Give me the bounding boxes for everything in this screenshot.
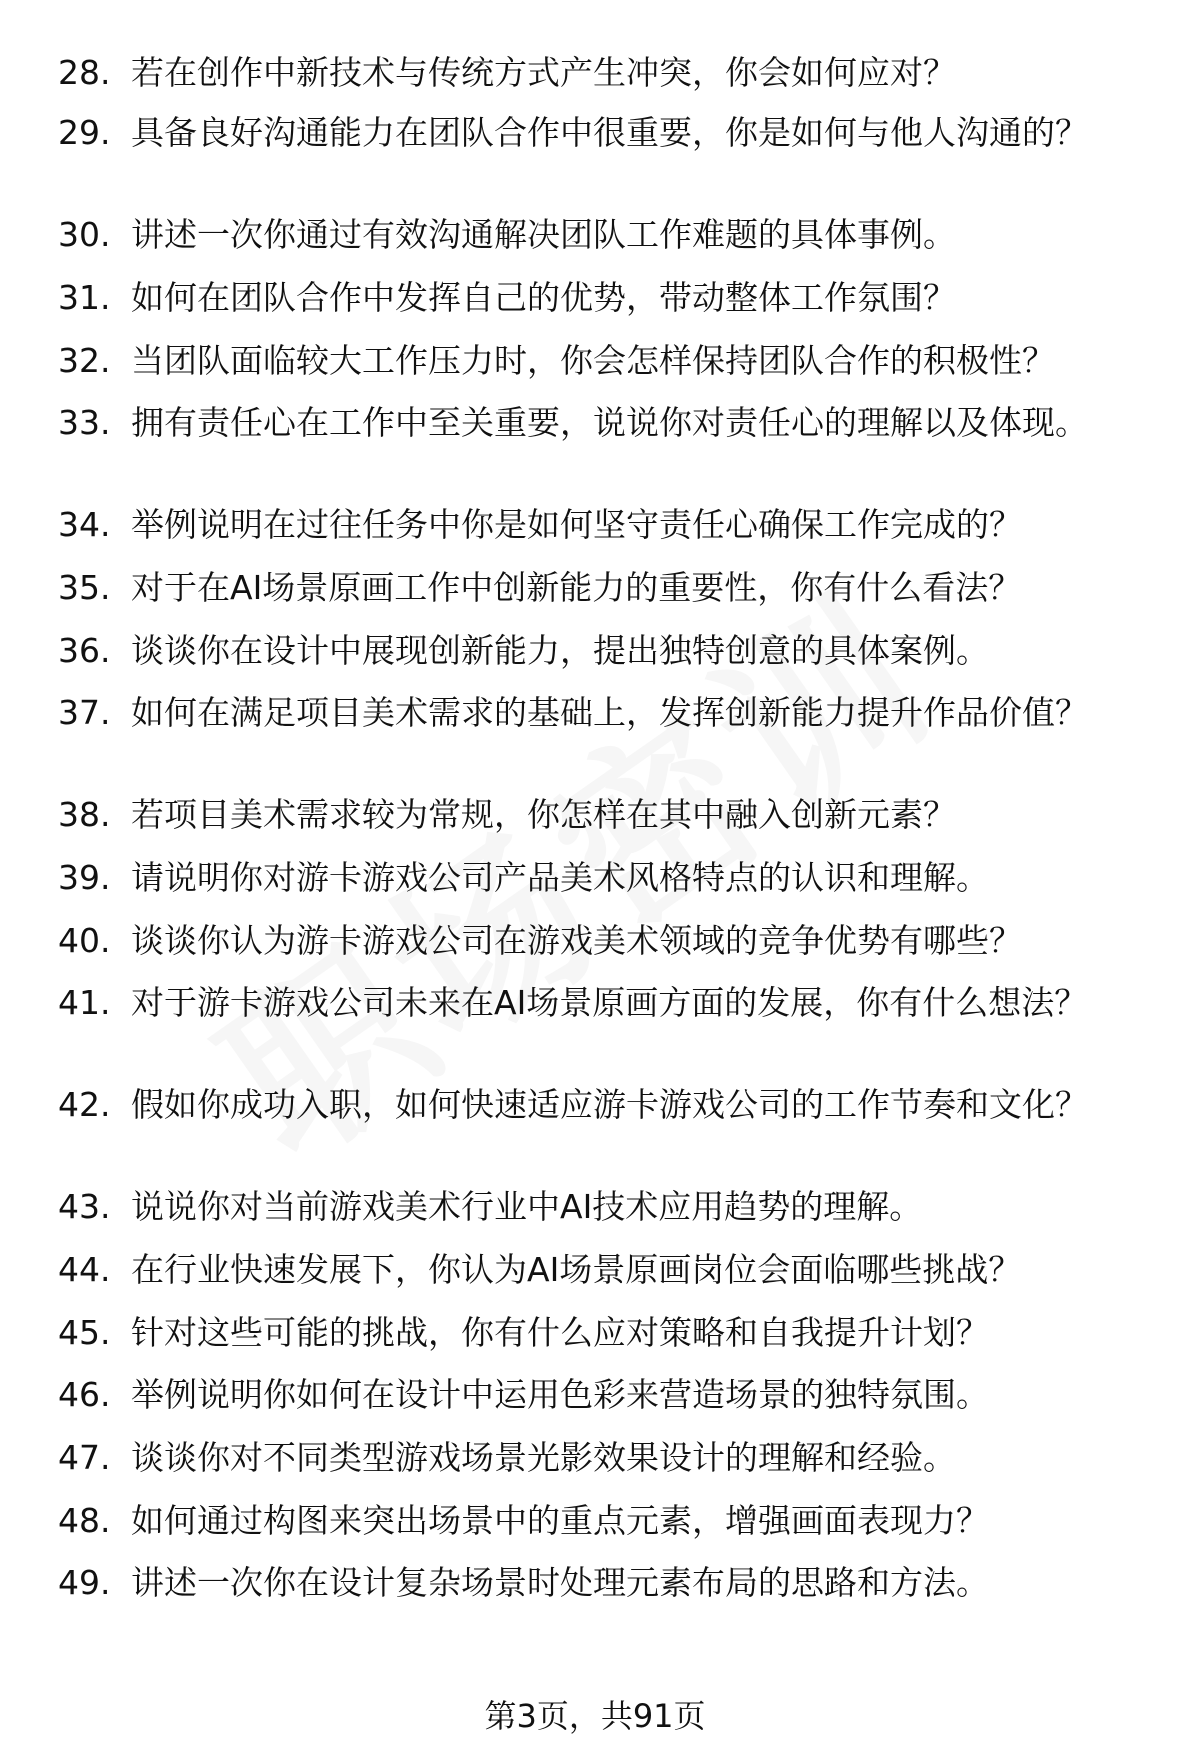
question-text: 举例说明在过往任务中你是如何坚守责任心确保工作完成的？ <box>131 505 1022 544</box>
question-text: 如何在团队合作中发挥自己的优势，带动整体工作氛围？ <box>131 278 956 317</box>
question-text: 拥有责任心在工作中至关重要，说说你对责任心的理解以及体现。 <box>131 403 1088 442</box>
question-number: 46. <box>58 1375 111 1414</box>
question-text: 对于在AI场景原画工作中创新能力的重要性，你有什么看法？ <box>131 568 1022 607</box>
question-number: 29. <box>58 113 111 152</box>
question-text: 对于游卡游戏公司未来在AI场景原画方面的发展，你有什么想法？ <box>131 983 1088 1022</box>
question-text: 如何在满足项目美术需求的基础上，发挥创新能力提升作品价值？ <box>131 693 1088 732</box>
question-number: 41. <box>58 983 111 1022</box>
question-number: 36. <box>58 631 111 670</box>
question-text: 谈谈你对不同类型游戏场景光影效果设计的理解和经验。 <box>131 1438 956 1477</box>
question-text: 在行业快速发展下，你认为AI场景原画岗位会面临哪些挑战？ <box>131 1250 1022 1289</box>
question-text: 请说明你对游卡游戏公司产品美术风格特点的认识和理解。 <box>131 858 989 897</box>
question-text: 讲述一次你通过有效沟通解决团队工作难题的具体事例。 <box>131 215 956 254</box>
question-text: 说说你对当前游戏美术行业中AI技术应用趋势的理解。 <box>131 1187 923 1226</box>
question-text: 针对这些可能的挑战，你有什么应对策略和自我提升计划？ <box>131 1313 989 1352</box>
question-number: 37. <box>58 693 111 732</box>
page-indicator: 第3页，共91页 <box>484 1697 706 1735</box>
question-number: 38. <box>58 795 111 834</box>
question-text: 具备良好沟通能力在团队合作中很重要，你是如何与他人沟通的？ <box>131 113 1088 152</box>
question-number: 30. <box>58 215 111 254</box>
question-number: 47. <box>58 1438 111 1477</box>
question-number: 39. <box>58 858 111 897</box>
question-text: 当团队面临较大工作压力时，你会怎样保持团队合作的积极性？ <box>131 341 1055 380</box>
question-text: 如何通过构图来突出场景中的重点元素，增强画面表现力？ <box>131 1501 989 1540</box>
question-number: 28. <box>58 53 111 92</box>
question-text: 假如你成功入职，如何快速适应游卡游戏公司的工作节奏和文化？ <box>131 1085 1088 1124</box>
question-text: 举例说明你如何在设计中运用色彩来营造场景的独特氛围。 <box>131 1375 989 1414</box>
question-number: 42. <box>58 1085 111 1124</box>
question-number: 33. <box>58 403 111 442</box>
question-text: 讲述一次你在设计复杂场景时处理元素布局的思路和方法。 <box>131 1563 989 1602</box>
question-text: 谈谈你在设计中展现创新能力，提出独特创意的具体案例。 <box>131 631 989 670</box>
question-number: 35. <box>58 568 111 607</box>
question-text: 谈谈你认为游卡游戏公司在游戏美术领域的竞争优势有哪些？ <box>131 921 1022 960</box>
question-number: 49. <box>58 1563 111 1602</box>
question-number: 45. <box>58 1313 111 1352</box>
question-text: 若在创作中新技术与传统方式产生冲突，你会如何应对？ <box>131 53 956 92</box>
question-number: 40. <box>58 921 111 960</box>
question-number: 43. <box>58 1187 111 1226</box>
question-number: 48. <box>58 1501 111 1540</box>
question-number: 44. <box>58 1250 111 1289</box>
question-text: 若项目美术需求较为常规，你怎样在其中融入创新元素？ <box>131 795 956 834</box>
question-number: 34. <box>58 505 111 544</box>
question-number: 31. <box>58 278 111 317</box>
question-number: 32. <box>58 341 111 380</box>
